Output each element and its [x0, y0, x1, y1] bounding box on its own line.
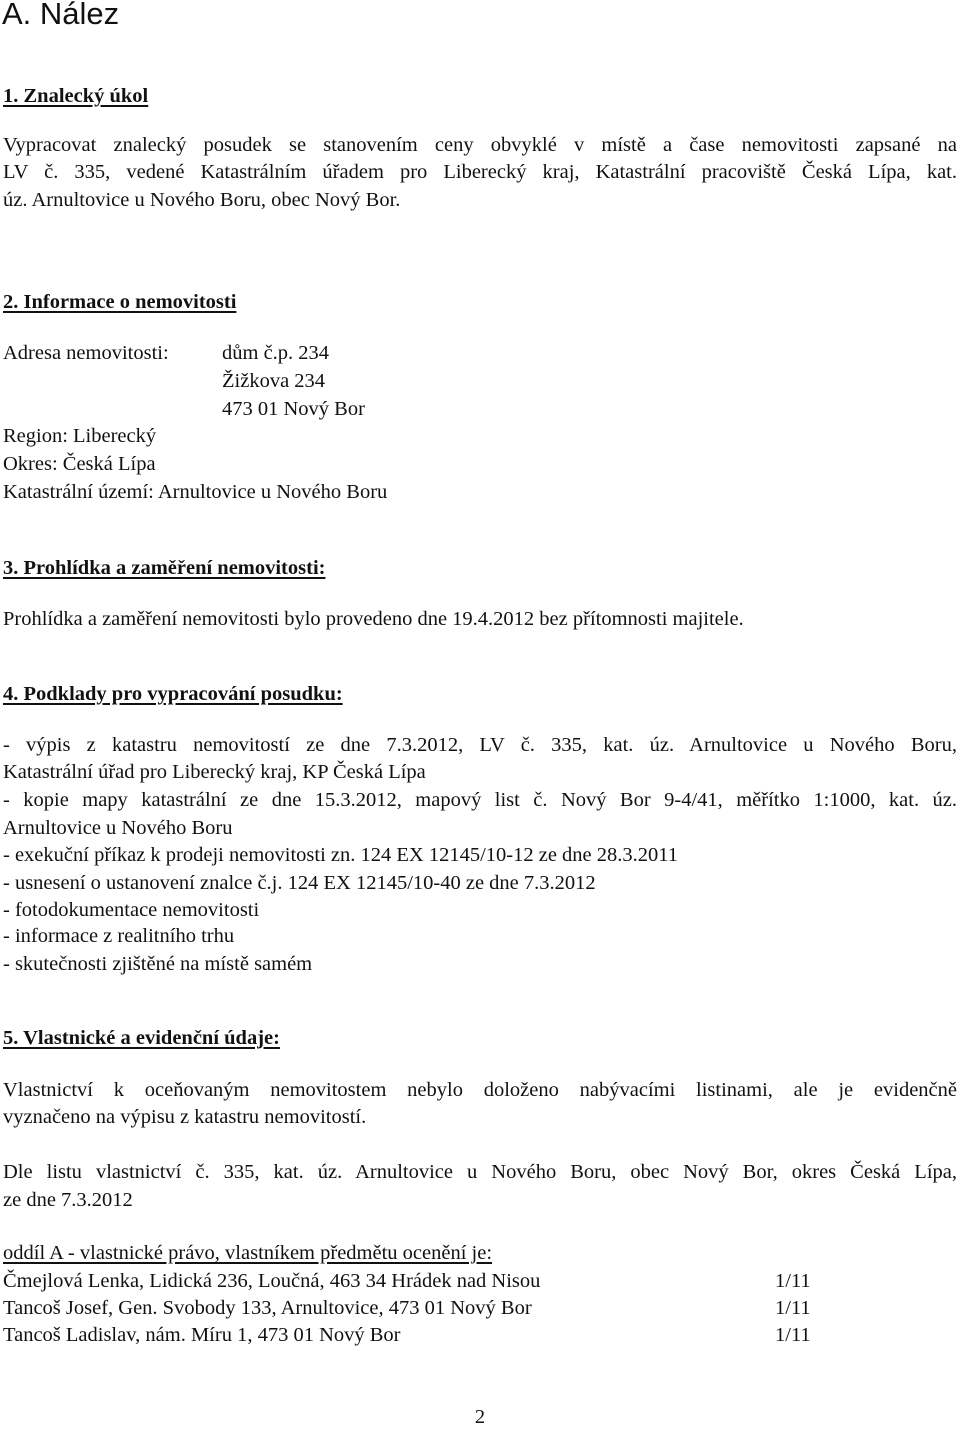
section-3-heading: 3. Prohlídka a zaměření nemovitosti:	[3, 557, 326, 579]
section-1-line: úz. Arnultovice u Nového Boru, obec Nový Bor.	[3, 189, 401, 211]
owner-share: 1/11	[775, 1270, 811, 1292]
ownership-paragraph-line: vyznačeno na výpisu z katastru nemovitostí.	[3, 1106, 367, 1128]
source-list-item: - výpis z katastru nemovitostí ze dne 7.3.2012, LV č. 335, kat. úz. Arnultovice u Nového Boru,	[3, 734, 957, 756]
owner-share: 1/11	[775, 1324, 811, 1346]
owner-share: 1/11	[775, 1297, 811, 1319]
document-title: A. Nález	[2, 0, 120, 31]
address-line: 473 01 Nový Bor	[222, 398, 365, 420]
address-line: dům č.p. 234	[222, 342, 330, 364]
section-1-line: Vypracovat znalecký posudek se stanovením ceny obvyklé v místě a čase nemovitosti zapsané na	[3, 134, 957, 156]
district-line: Okres: Česká Lípa	[3, 453, 156, 475]
section-1-line: LV č. 335, vedené Katastrálním úřadem pro Liberecký kraj, Katastrální pracoviště Česká Lípa, kat.	[3, 161, 957, 183]
source-list-item: Katastrální úřad pro Liberecký kraj, KP Česká Lípa	[3, 761, 426, 783]
source-list-item: - informace z realitního trhu	[3, 925, 235, 947]
owner-name: Čmejlová Lenka, Lidická 236, Loučná, 463 34 Hrádek nad Nisou	[3, 1270, 541, 1292]
ownership-paragraph-line: Vlastnictví k oceňovaným nemovitostem nebylo doloženo nabývacími listinami, ale je evidenčně	[3, 1079, 957, 1101]
source-list-item: - fotodokumentace nemovitosti	[3, 899, 260, 921]
inspection-text: Prohlídka a zaměření nemovitosti bylo provedeno dne 19.4.2012 bez přítomnosti majitele.	[3, 608, 744, 630]
source-list-item: Arnultovice u Nového Boru	[3, 817, 233, 839]
cadastral-area-line: Katastrální území: Arnultovice u Nového Boru	[3, 481, 388, 503]
section-1-heading: 1. Znalecký úkol	[3, 85, 149, 107]
section-4-heading: 4. Podklady pro vypracování posudku:	[3, 683, 343, 705]
section-5-heading: 5. Vlastnické a evidenční údaje:	[3, 1027, 280, 1049]
address-label: Adresa nemovitosti:	[3, 342, 169, 364]
address-line: Žižkova 234	[222, 370, 326, 392]
region-line: Region: Liberecký	[3, 425, 157, 447]
owner-row	[3, 1322, 833, 1348]
owner-name: Tancoš Ladislav, nám. Míru 1, 473 01 Nový Bor	[3, 1324, 401, 1346]
title-deed-paragraph-line: ze dne 7.3.2012	[3, 1189, 133, 1211]
owner-name: Tancoš Josef, Gen. Svobody 133, Arnultovice, 473 01 Nový Bor	[3, 1297, 532, 1319]
source-list-item: - usnesení o ustanovení znalce č.j. 124 EX 12145/10-40 ze dne 7.3.2012	[3, 872, 596, 894]
source-list-item: - kopie mapy katastrální ze dne 15.3.2012, mapový list č. Nový Bor 9-4/41, měřítko 1:1000, kat. úz.	[3, 789, 957, 811]
title-deed-paragraph-line: Dle listu vlastnictví č. 335, kat. úz. Arnultovice u Nového Boru, obec Nový Bor, okres Česká Lípa,	[3, 1161, 957, 1183]
source-list-item: - exekuční příkaz k prodeji nemovitosti zn. 124 EX 12145/10-12 ze dne 28.3.2011	[3, 844, 679, 866]
owners-heading: oddíl A - vlastnické právo, vlastníkem předmětu ocenění je:	[3, 1242, 493, 1264]
source-list-item: - skutečnosti zjištěné na místě samém	[3, 953, 313, 975]
owner-row	[3, 1268, 833, 1294]
owner-row	[3, 1295, 833, 1321]
section-2-heading: 2. Informace o nemovitosti	[3, 291, 237, 313]
page-number: 2	[474, 1406, 486, 1428]
